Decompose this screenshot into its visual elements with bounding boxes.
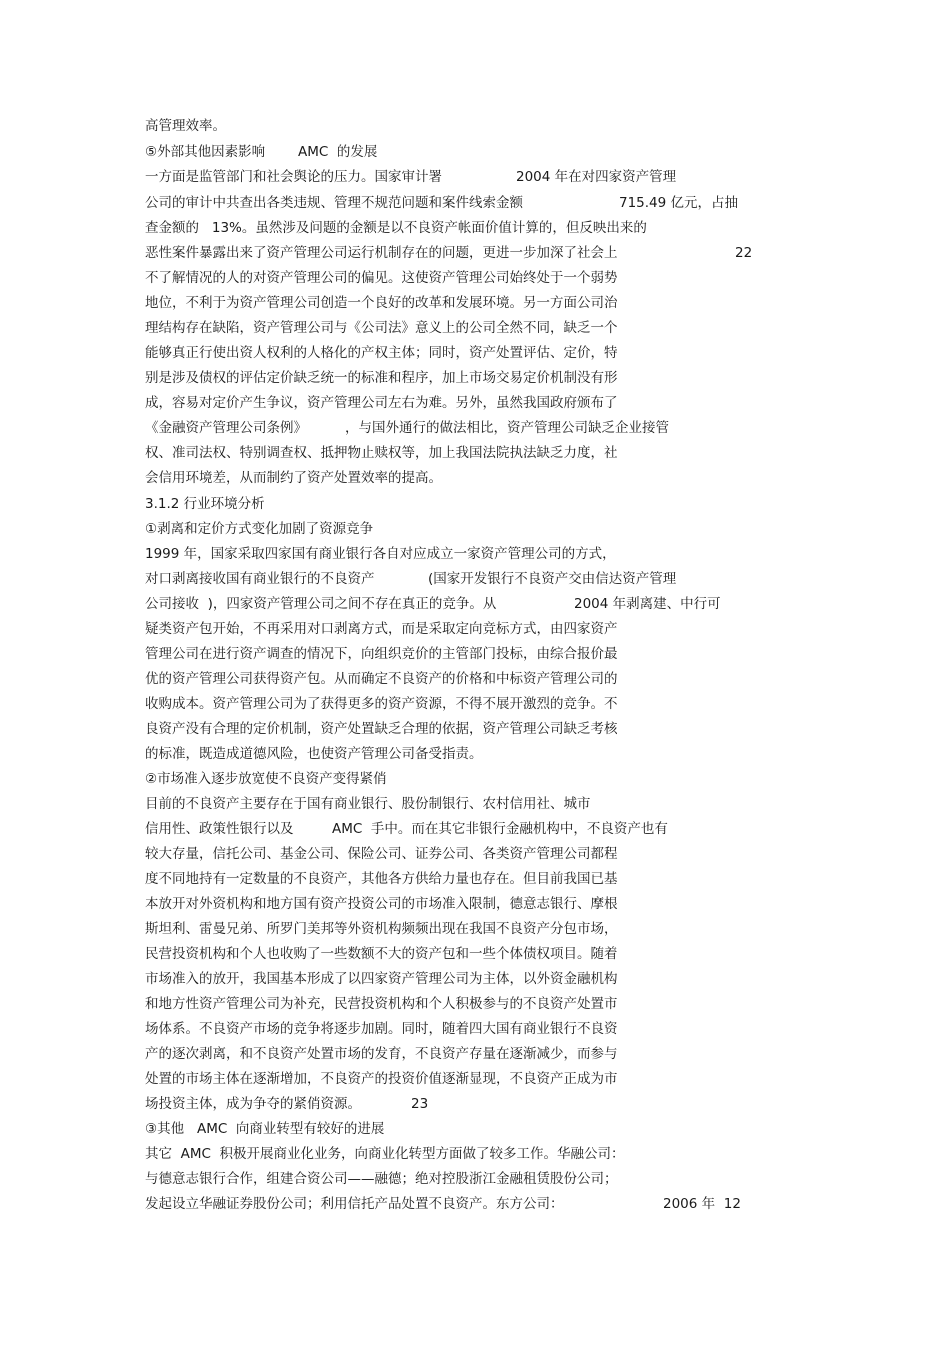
text-segment: 能够真正行使出资人权利的人格化的产权主体；同时，资产处置评估、定价，特 bbox=[145, 345, 618, 361]
text-line bbox=[145, 116, 226, 136]
text-segment: 一方面是监管部门和社会舆论的压力。国家审计署 bbox=[145, 169, 442, 185]
text-line bbox=[145, 969, 618, 989]
text-segment: 地位，不利于为资产管理公司创造一个良好的改革和发展环境。另一方面公司治 bbox=[145, 295, 618, 311]
text-segment: 市场准入的放开，我国基本形成了以四家资产管理公司为主体，以外资金融机构 bbox=[145, 971, 618, 987]
text-line bbox=[145, 669, 618, 689]
text-segment: 权、准司法权、特别调查权、抵押物止赎权等，加上我国法院执法缺乏力度，社 bbox=[145, 445, 618, 461]
text-line bbox=[145, 569, 677, 589]
text-segment: 《金融资产管理公司条例》 bbox=[145, 420, 307, 436]
text-line bbox=[145, 243, 753, 263]
text-line bbox=[145, 1044, 618, 1064]
text-segment: 2004 年在对四家资产管理 bbox=[516, 169, 677, 185]
text-line bbox=[145, 869, 618, 889]
text-segment: 斯坦利、雷曼兄弟、所罗门美邦等外资机构频频出现在我国不良资产分包市场， bbox=[145, 921, 618, 937]
text-segment: ⑤外部其他因素影响 bbox=[145, 144, 266, 160]
text-line bbox=[145, 318, 618, 338]
text-line bbox=[145, 1094, 429, 1114]
text-segment: 715.49 亿元，占抽 bbox=[619, 195, 739, 211]
text-line bbox=[145, 193, 739, 213]
text-line bbox=[145, 418, 669, 438]
text-segment: 2004 年剥离建、中行可 bbox=[574, 596, 721, 612]
text-segment: 其它 AMC 积极开展商业化业务，向商业化转型方面做了较多工作。华融公司： bbox=[145, 1146, 625, 1162]
text-line bbox=[145, 744, 483, 764]
text-segment: 处置的市场主体在逐渐增加，不良资产的投资价值逐渐显现，不良资产正成为市 bbox=[145, 1071, 618, 1087]
section-heading bbox=[145, 142, 378, 162]
text-segment: 不了解情况的人的对资产管理公司的偏见。这使资产管理公司始终处于一个弱势 bbox=[145, 270, 618, 286]
text-line bbox=[145, 468, 442, 488]
text-segment: ①剥离和定价方式变化加剧了资源竞争 bbox=[145, 521, 374, 537]
text-line bbox=[145, 343, 618, 363]
text-segment: 理结构存在缺陷，资产管理公司与《公司法》意义上的公司全然不同，缺乏一个 bbox=[145, 320, 618, 336]
text-line bbox=[145, 719, 618, 739]
text-line bbox=[145, 844, 618, 864]
text-segment: 场投资主体，成为争夺的紧俏资源。 bbox=[145, 1096, 361, 1112]
text-segment: 查金额的 13%。虽然涉及问题的金额是以不良资产帐面价值计算的，但反映出来的 bbox=[145, 220, 647, 236]
text-line bbox=[145, 794, 591, 814]
text-segment: 3.1.2 行业环境分析 bbox=[145, 496, 265, 512]
text-segment: AMC 的发展 bbox=[298, 144, 378, 160]
section-heading bbox=[145, 494, 265, 514]
text-segment: 优的资产管理公司获得资产包。从而确定不良资产的价格和中标资产管理公司的 bbox=[145, 671, 618, 687]
text-segment: ，与国外通行的做法相比，资产管理公司缺乏企业接管 bbox=[345, 420, 669, 436]
text-line bbox=[145, 393, 618, 413]
text-segment: 会信用环境差，从而制约了资产处置效率的提高。 bbox=[145, 470, 442, 486]
text-line bbox=[145, 167, 677, 187]
text-segment: 本放开对外资机构和地方国有资产投资公司的市场准入限制，德意志银行、摩根 bbox=[145, 896, 618, 912]
text-segment: 和地方性资产管理公司为补充，民营投资机构和个人积极参与的不良资产处置市 bbox=[145, 996, 618, 1012]
text-segment: 民营投资机构和个人也收购了一些数额不大的资产包和一些个体债权项目。随着 bbox=[145, 946, 618, 962]
section-heading bbox=[145, 1119, 385, 1139]
text-line bbox=[145, 894, 618, 914]
text-line bbox=[145, 694, 618, 714]
text-segment: ③其他 AMC 向商业转型有较好的进展 bbox=[145, 1121, 385, 1137]
text-line bbox=[145, 1069, 618, 1089]
text-line bbox=[145, 218, 647, 238]
text-line bbox=[145, 443, 618, 463]
text-segment: 管理公司在进行资产调查的情况下，向组织竞价的主管部门投标，由综合报价最 bbox=[145, 646, 618, 662]
text-segment: 度不同地持有一定数量的不良资产，其他各方供给力量也存在。但目前我国已基 bbox=[145, 871, 618, 887]
text-segment: 良资产没有合理的定价机制，资产处置缺乏合理的依据，资产管理公司缺乏考核 bbox=[145, 721, 618, 737]
text-line bbox=[145, 544, 616, 564]
text-line bbox=[145, 644, 618, 664]
page-number: 23 bbox=[411, 1096, 429, 1112]
text-segment: AMC 手中。而在其它非银行金融机构中，不良资产也有 bbox=[332, 821, 668, 837]
text-line bbox=[145, 919, 618, 939]
text-segment: 的标准，既造成道德风险，也使资产管理公司备受指责。 bbox=[145, 746, 483, 762]
section-heading bbox=[145, 519, 374, 539]
text-segment: 与德意志银行合作，组建合资公司——融德；绝对控股浙江金融租赁股份公司； bbox=[145, 1171, 618, 1187]
text-line bbox=[145, 1144, 625, 1164]
text-segment: 疑类资产包开始，不再采用对口剥离方式，而是采取定向竞标方式，由四家资产 bbox=[145, 621, 618, 637]
text-segment: 公司接收 )，四家资产管理公司之间不存在真正的竞争。从 bbox=[145, 596, 497, 612]
text-segment: 目前的不良资产主要存在于国有商业银行、股份制银行、农村信用社、城市 bbox=[145, 796, 591, 812]
text-line bbox=[145, 619, 618, 639]
text-segment: 成，容易对定价产生争议，资产管理公司左右为难。另外，虽然我国政府颁布了 bbox=[145, 395, 618, 411]
text-segment: 信用性、政策性银行以及 bbox=[145, 821, 294, 837]
text-line bbox=[145, 1169, 618, 1189]
text-segment: (国家开发银行不良资产交由信达资产管理 bbox=[428, 571, 677, 587]
text-line bbox=[145, 368, 618, 388]
page-number: 22 bbox=[735, 245, 753, 261]
text-line bbox=[145, 293, 618, 313]
text-line bbox=[145, 1194, 741, 1214]
text-line bbox=[145, 944, 618, 964]
section-heading bbox=[145, 769, 387, 789]
text-segment: 别是涉及债权的评估定价缺乏统一的标准和程序，加上市场交易定价机制没有形 bbox=[145, 370, 618, 386]
text-segment: 1999 年，国家采取四家国有商业银行各自对应成立一家资产管理公司的方式， bbox=[145, 546, 616, 562]
text-segment: 产的逐次剥离，和不良资产处置市场的发育，不良资产存量在逐渐减少，而参与 bbox=[145, 1046, 618, 1062]
text-line bbox=[145, 1019, 618, 1039]
text-segment: ②市场准入逐步放宽使不良资产变得紧俏 bbox=[145, 771, 387, 787]
text-line bbox=[145, 268, 618, 288]
text-segment: 发起设立华融证券股份公司；利用信托产品处置不良资产。东方公司： bbox=[145, 1196, 564, 1212]
text-line bbox=[145, 994, 618, 1014]
text-segment: 恶性案件暴露出来了资产管理公司运行机制存在的问题，更进一步加深了社会上 bbox=[145, 245, 618, 261]
text-segment: 对口剥离接收国有商业银行的不良资产 bbox=[145, 571, 375, 587]
text-segment: 公司的审计中共查出各类违规、管理不规范问题和案件线索金额 bbox=[145, 195, 523, 211]
text-segment: 收购成本。资产管理公司为了获得更多的资产资源，不得不展开激烈的竞争。不 bbox=[145, 696, 618, 712]
text-segment: 场体系。不良资产市场的竞争将逐步加剧。同时，随着四大国有商业银行不良资 bbox=[145, 1021, 618, 1037]
text-segment: 2006 年 12 bbox=[663, 1196, 741, 1212]
text-line bbox=[145, 819, 668, 839]
text-segment: 高管理效率。 bbox=[145, 118, 226, 134]
text-line bbox=[145, 594, 721, 614]
text-segment: 较大存量，信托公司、基金公司、保险公司、证券公司、各类资产管理公司都程 bbox=[145, 846, 618, 862]
